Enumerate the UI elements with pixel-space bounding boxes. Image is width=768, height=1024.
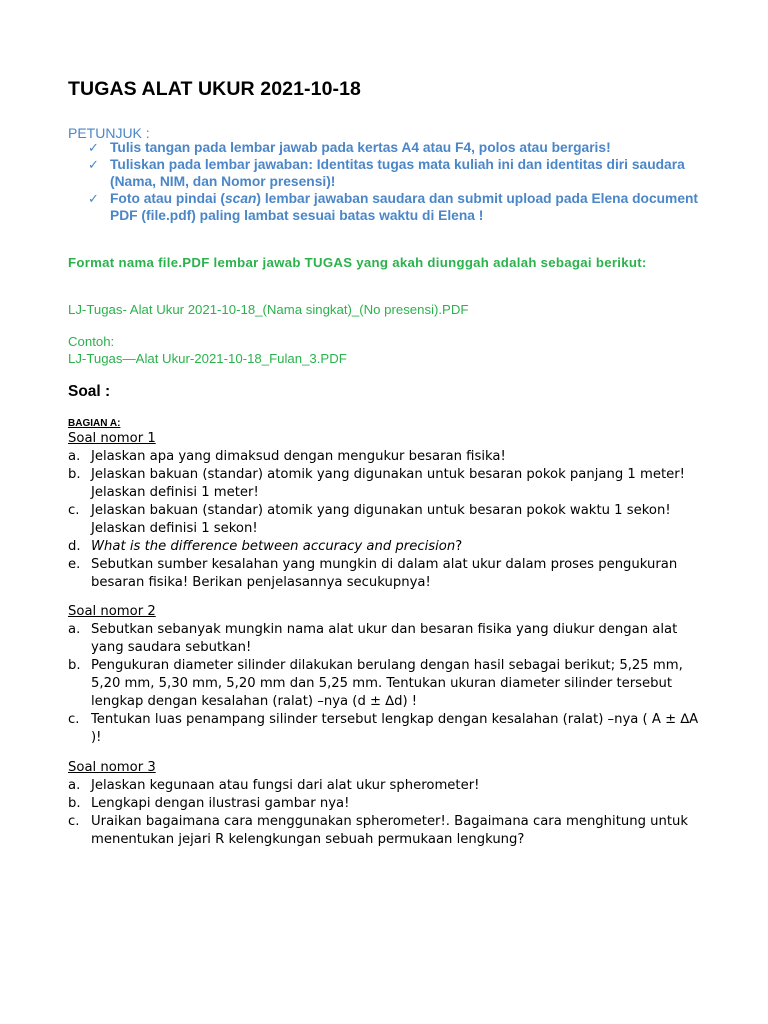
- petunjuk-item: [68, 156, 708, 190]
- question-items: [68, 621, 708, 747]
- question-items: [68, 448, 708, 592]
- item-text: Jelaskan kegunaan atau fungsi dari alat ukur spherometer!: [91, 778, 480, 793]
- petunjuk-label: PETUNJUK :: [68, 125, 150, 141]
- question-title: Soal nomor 2: [68, 604, 156, 619]
- question-item: [68, 795, 708, 813]
- contoh-filename: LJ-Tugas—Alat Ukur-2021-10-18_Fulan_3.PDF: [68, 351, 347, 366]
- item-text: Jelaskan bakuan (standar) atomik yang digunakan untuk besaran pokok panjang 1 meter! Jelaskan definisi 1 meter!: [91, 467, 685, 500]
- item-letter: a.: [68, 449, 81, 464]
- question-item: [68, 502, 708, 538]
- question-item: [68, 538, 708, 556]
- contoh-label: Contoh:: [68, 334, 115, 349]
- item-text-italic: What is the difference between accuracy and precision: [91, 539, 456, 554]
- question-block-2: [68, 603, 708, 747]
- question-item: [68, 621, 708, 657]
- soal-heading: Soal :: [68, 383, 111, 400]
- bagian-label: BAGIAN A:: [68, 418, 121, 429]
- question-block-1: [68, 430, 708, 592]
- petunjuk-item-text-end: ) lembar jawaban saudara dan submit upload pada Elena document PDF (file.pdf) paling lambat sesuai batas waktu di Elena !: [110, 191, 699, 223]
- question-item: [68, 813, 708, 849]
- item-text: Tentukan luas penampang silinder tersebut lengkap dengan kesalahan (ralat) –nya ( A ± ∆A )!: [91, 712, 699, 745]
- question-item: [68, 448, 708, 466]
- item-letter: a.: [68, 778, 81, 793]
- checkmark-icon: ✓: [88, 140, 99, 155]
- item-text: Lengkapi dengan ilustrasi gambar nya!: [91, 796, 350, 811]
- question-title: Soal nomor 1: [68, 431, 156, 446]
- item-letter: b.: [68, 467, 81, 482]
- question-item: [68, 466, 708, 502]
- checkmark-icon: ✓: [88, 157, 99, 172]
- item-text: Jelaskan bakuan (standar) atomik yang digunakan untuk besaran pokok waktu 1 sekon! Jelaskan definisi 1 sekon!: [91, 503, 671, 536]
- item-letter: b.: [68, 658, 81, 673]
- item-text: Sebutkan sumber kesalahan yang mungkin di dalam alat ukur dalam proses pengukuran besaran fisika! Berikan penjelasannya secukupnya!: [91, 557, 678, 590]
- petunjuk-item-text: Tulis tangan pada lembar jawab pada kertas A4 atau F4, polos atau bergaris!: [110, 140, 611, 155]
- petunjuk-item: [68, 139, 708, 156]
- petunjuk-item: [68, 190, 708, 224]
- format-note: Format nama file.PDF lembar jawab TUGAS yang akah diunggah adalah sebagai berikut:: [68, 255, 647, 270]
- page-title: TUGAS ALAT UKUR 2021-10-18: [68, 78, 361, 100]
- item-text: Uraikan bagaimana cara menggunakan spherometer!. Bagaimana cara menghitung untuk menentukan jejari R kelengkungan sebuah permukaan lengkung?: [91, 814, 689, 847]
- question-title: Soal nomor 3: [68, 760, 156, 775]
- item-text: Jelaskan apa yang dimaksud dengan mengukur besaran fisika!: [91, 449, 506, 464]
- item-letter: b.: [68, 796, 81, 811]
- item-letter: c.: [68, 712, 80, 727]
- item-letter: d.: [68, 539, 81, 554]
- item-letter: a.: [68, 622, 81, 637]
- item-letter: e.: [68, 557, 81, 572]
- item-letter: c.: [68, 814, 80, 829]
- petunjuk-item-text-start: Foto atau pindai (: [110, 191, 225, 206]
- question-block-3: [68, 759, 708, 849]
- question-item: [68, 556, 708, 592]
- petunjuk-list: [68, 139, 708, 224]
- question-item: [68, 657, 708, 711]
- petunjuk-item-text: Tuliskan pada lembar jawaban: Identitas tugas mata kuliah ini dan identitas diri saudara (Nama, NIM, dan Nomor presensi)!: [110, 157, 685, 189]
- item-text: Pengukuran diameter silinder dilakukan berulang dengan hasil sebagai berikut; 5,25 mm, 5,20 mm, 5,30 mm, 5,20 mm dan 5,25 mm. Tentukan ukuran diameter silinder tersebut lengkap dengan kesalahan (ralat) –nya (d ± ∆d) !: [91, 658, 683, 709]
- question-item: [68, 711, 708, 747]
- question-item: [68, 777, 708, 795]
- filename-pattern: LJ-Tugas- Alat Ukur 2021-10-18_(Nama singkat)_(No presensi).PDF: [68, 302, 469, 317]
- item-text: Sebutkan sebanyak mungkin nama alat ukur dan besaran fisika yang diukur dengan alat yang saudara sebutkan!: [91, 622, 678, 655]
- question-items: [68, 777, 708, 849]
- checkmark-icon: ✓: [88, 191, 99, 206]
- item-text-end: ?: [455, 539, 463, 554]
- petunjuk-item-italic: scan: [224, 191, 257, 206]
- item-letter: c.: [68, 503, 80, 518]
